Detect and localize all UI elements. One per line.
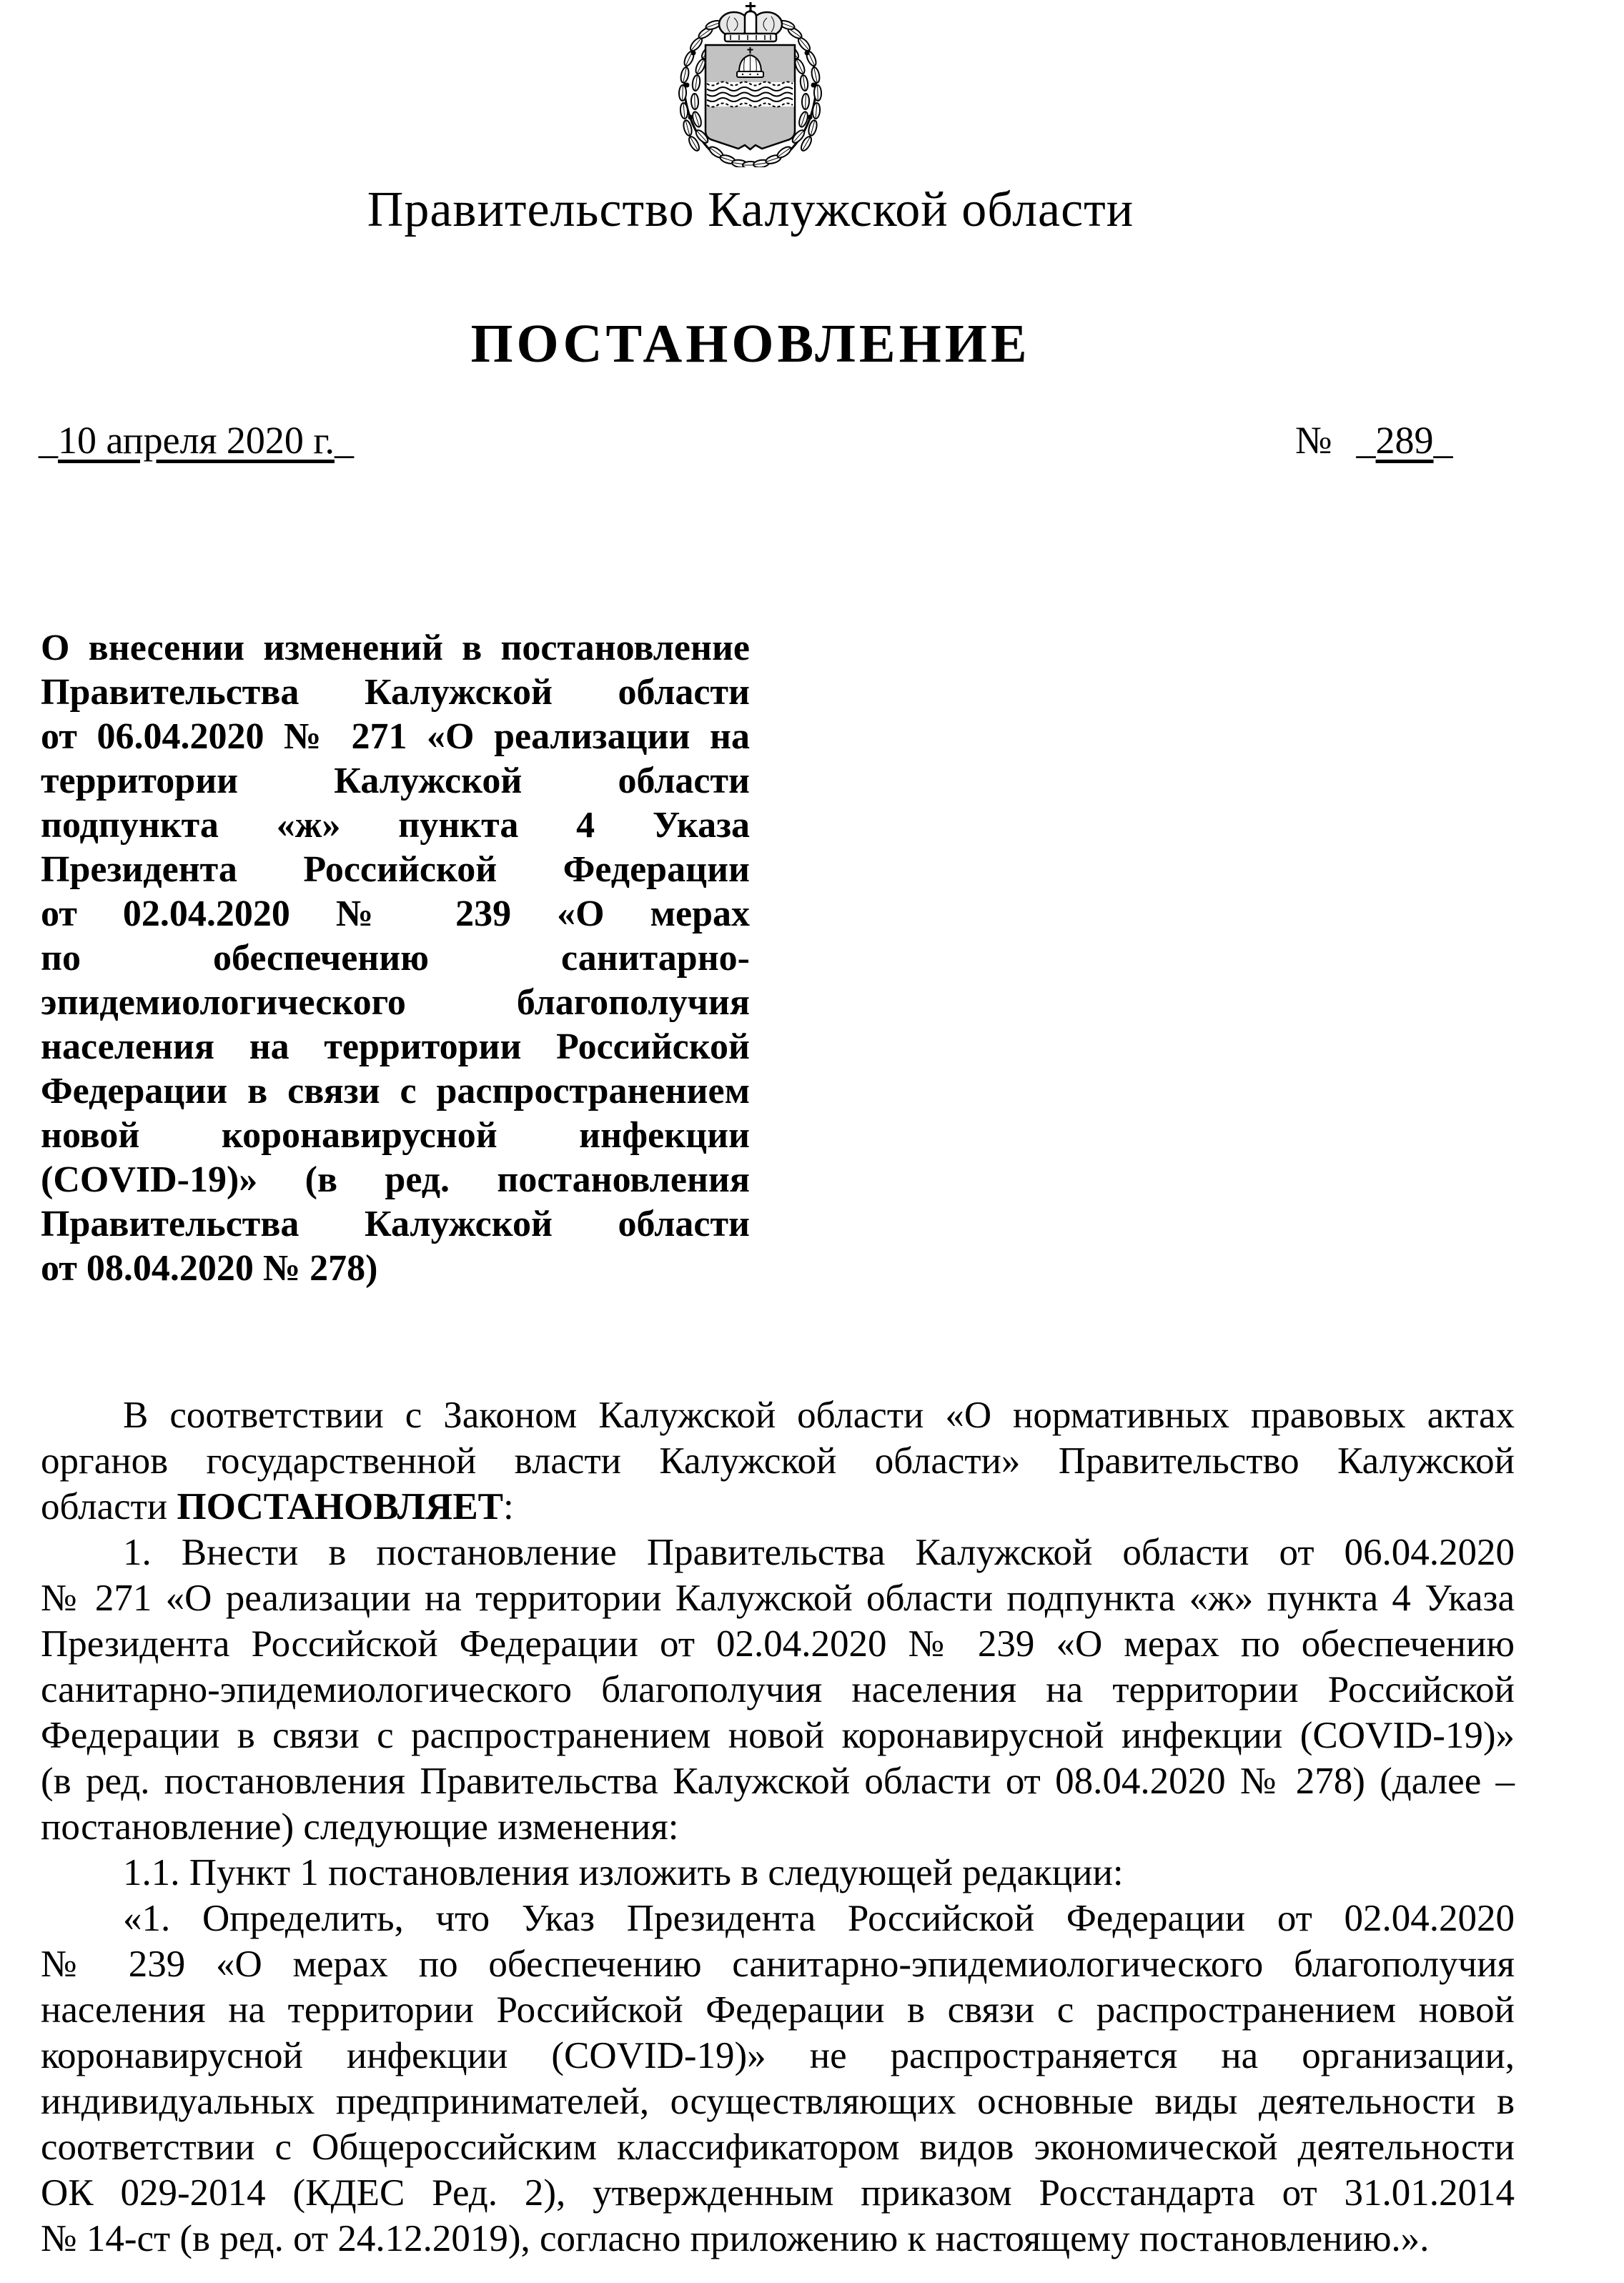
- subject-line: территории Калужской области: [41, 761, 750, 801]
- postanovlyaet-keyword: ПОСТАНОВЛЯЕТ: [177, 1486, 504, 1527]
- body-line: 1.1. Пункт 1 постановления изложить в следующей редакции:: [123, 1852, 1124, 1893]
- document-type-title: ПОСТАНОВЛЕНИЕ: [470, 314, 1031, 374]
- number-value: 289: [1375, 419, 1434, 462]
- body-line-text: области: [41, 1486, 177, 1527]
- body-line-text: :: [503, 1486, 514, 1527]
- body-line: № 14-ст (в ред. от 24.12.2019), согласно приложению к настоящему постановлению.».: [41, 2218, 1430, 2259]
- body-line: коронавирусной инфекции (COVID-19)» не распространяется на организации,: [41, 2035, 1515, 2076]
- subject-line: новой коронавирусной инфекции: [41, 1115, 750, 1156]
- body-line: В соответствии с Законом Калужской области «О нормативных правовых актах: [123, 1395, 1515, 1436]
- subject-line: Правительства Калужской области: [41, 1204, 750, 1244]
- body-line: постановление) следующие изменения:: [41, 1806, 679, 1848]
- body-line: органов государственной власти Калужской области» Правительство Калужской: [41, 1440, 1515, 1482]
- subject-line: от 02.04.2020 № 239 «О мерах: [41, 893, 750, 934]
- body-line: (в ред. постановления Правительства Калужской области от 08.04.2020 № 278) (далее –: [41, 1760, 1515, 1802]
- number-underscore-left: _: [1356, 419, 1376, 462]
- kaluga-oblast-coat-of-arms-icon: [670, 2, 838, 167]
- body-line: № 271 «О реализации на территории Калужской области подпункта «ж» пункта 4 Указа: [41, 1578, 1515, 1619]
- subject-line: эпидемиологического благополучия: [41, 982, 750, 1023]
- subject-line: (COVID-19)» (в ред. постановления: [41, 1159, 750, 1200]
- body-line: населения на территории Российской Федерации в связи с распространением новой: [41, 1989, 1515, 2031]
- subject-line: Президента Российской Федерации: [41, 849, 750, 890]
- subject-line: населения на территории Российской: [41, 1026, 750, 1067]
- organization-name: Правительство Калужской области: [367, 182, 1134, 237]
- body-line: ОК 029-2014 (КДЕС Ред. 2), утвержденным приказом Росстандарта от 31.01.2014: [41, 2172, 1515, 2214]
- subject-line: Правительства Калужской области: [41, 672, 750, 713]
- subject-line: О внесении изменений в постановление: [41, 628, 750, 668]
- body-line: индивидуальных предпринимателей, осуществляющих основные виды деятельности в: [41, 2081, 1515, 2122]
- date-underscore-left: _: [39, 419, 58, 462]
- body-line: соответствии с Общероссийским классификатором видов экономической деятельности: [41, 2126, 1515, 2168]
- subject-line: Федерации в связи с распространением: [41, 1071, 750, 1111]
- body-line: 1. Внести в постановление Правительства Калужской области от 06.04.2020: [123, 1532, 1515, 1573]
- number-underscore-right: _: [1433, 419, 1453, 462]
- date-field: [39, 418, 354, 462]
- subject-line: от 08.04.2020 № 278): [41, 1248, 378, 1289]
- body-line: санитарно-эпидемиологического благополучия населения на территории Российской: [41, 1669, 1515, 1710]
- body-line: «1. Определить, что Указ Президента Российской Федерации от 02.04.2020: [123, 1898, 1515, 1939]
- body-line: Президента Российской Федерации от 02.04.2020 № 239 «О мерах по обеспечению: [41, 1623, 1515, 1665]
- date-underscore-right: _: [334, 419, 354, 462]
- body-line: Федерации в связи с распространением новой коронавирусной инфекции (COVID-19)»: [41, 1715, 1515, 1756]
- decree-subject-block: [41, 626, 750, 1291]
- subject-line: по обеспечению санитарно-: [41, 938, 750, 979]
- subject-line: подпункта «ж» пункта 4 Указа: [41, 805, 750, 846]
- number-sign: №: [1295, 419, 1332, 462]
- number-field: [1295, 418, 1453, 462]
- decree-body-text: [41, 1392, 1515, 2262]
- body-line: № 239 «О мерах по обеспечению санитарно-эпидемиологического благополучия: [41, 1943, 1515, 1985]
- body-line: [41, 1484, 1515, 1530]
- subject-line: от 06.04.2020 № 271 «О реализации на: [41, 716, 750, 757]
- date-value: 10 апреля 2020 г.: [58, 419, 335, 462]
